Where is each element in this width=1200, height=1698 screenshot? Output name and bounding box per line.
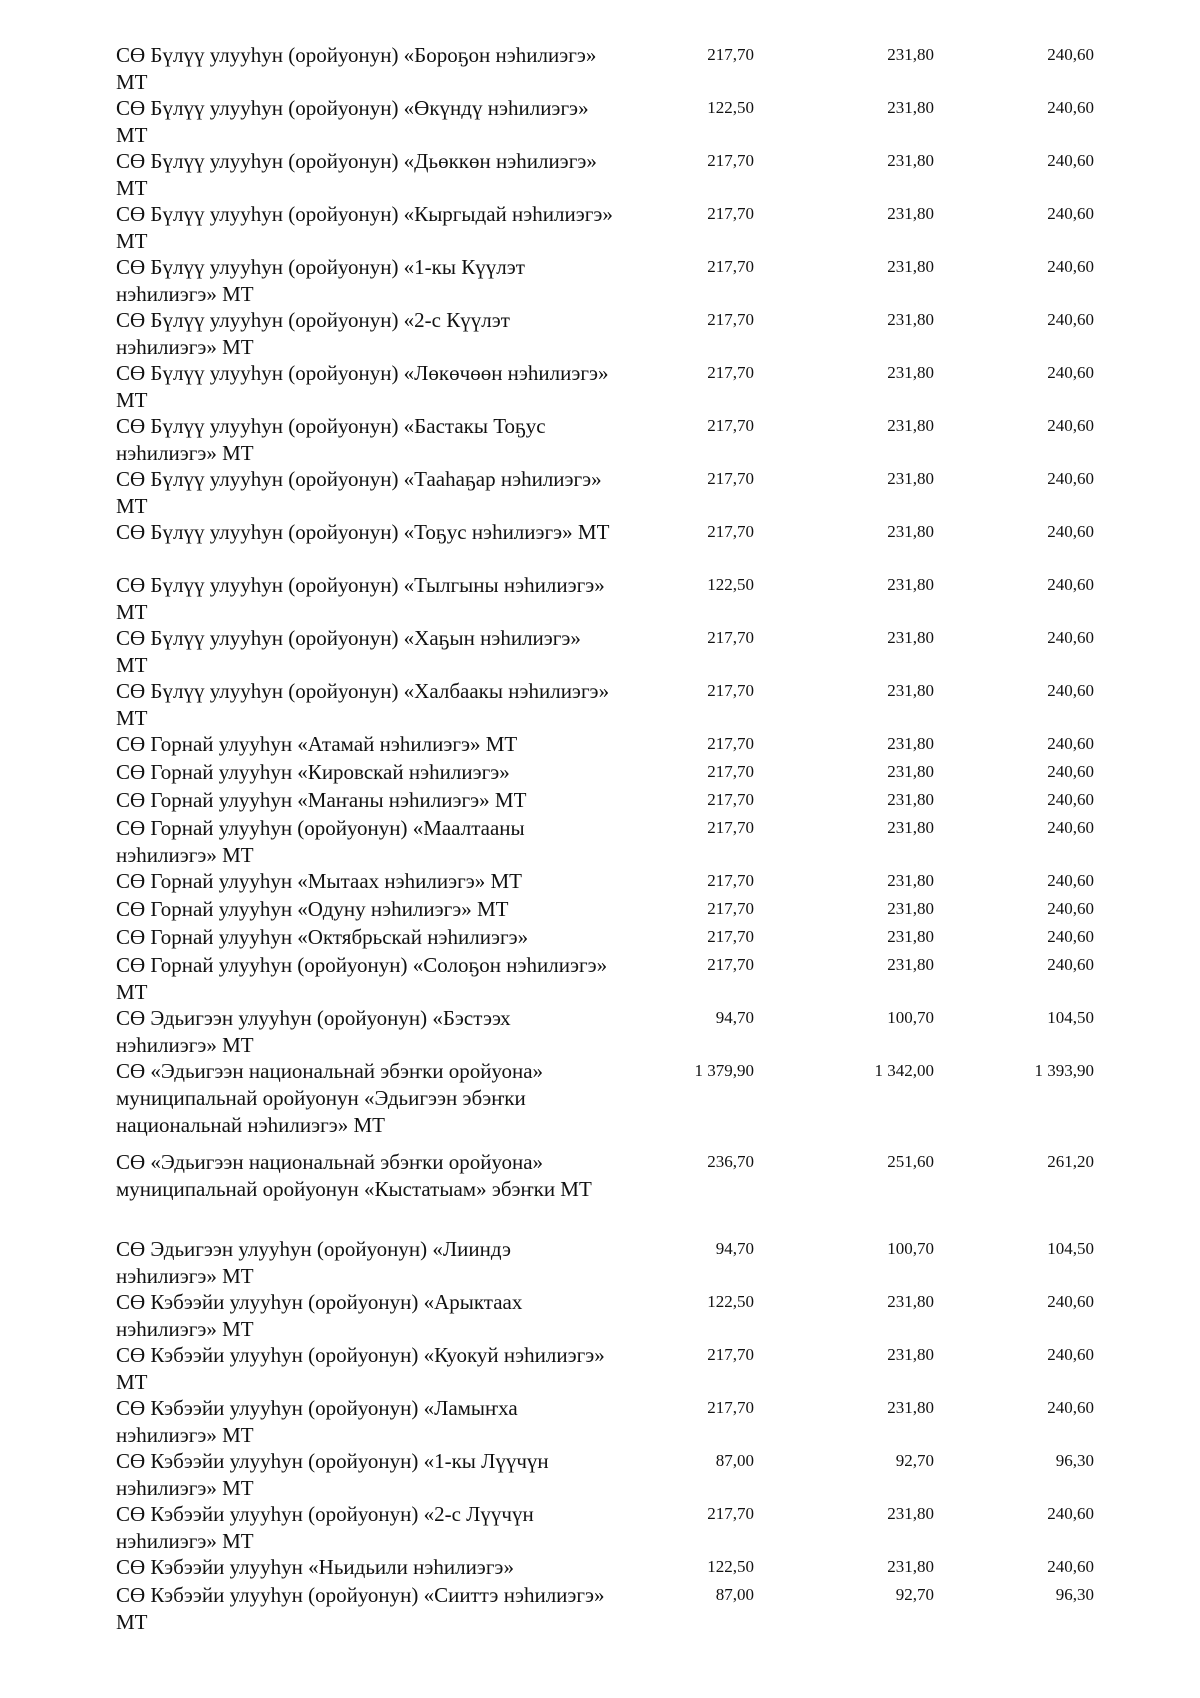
value-col-2: 231,80 [887,310,934,329]
value-col-3: 240,60 [1047,899,1094,918]
value-col-2: 231,80 [887,469,934,488]
value-col-2: 231,80 [887,734,934,753]
value-col-1: 94,70 [715,1008,754,1027]
value-col-2: 231,80 [887,818,934,837]
table-row [0,466,1200,519]
value-col-1: 87,00 [715,1585,754,1604]
table-row [0,678,1200,731]
document-table [0,42,1200,1635]
value-col-1: 217,70 [707,1504,754,1523]
table-row [0,1149,1200,1236]
value-col-1: 122,50 [707,1292,754,1311]
value-col-3: 104,50 [1047,1239,1094,1258]
table-row [0,625,1200,678]
table-row [0,307,1200,360]
value-col-2: 231,80 [887,416,934,435]
value-col-1: 217,70 [707,927,754,946]
value-col-1: 217,70 [707,899,754,918]
value-col-3: 240,60 [1047,871,1094,890]
value-col-2: 231,80 [887,927,934,946]
municipality-name: СӨ Бүлүү улууһун (оройуонун) «1-кы Күүлэт нэһилиэгэ» МТ [116,255,525,306]
municipality-name: СӨ Бүлүү улууһун (оройуонун) «Лөкөчөөн нэһилиэгэ» МТ [116,361,609,412]
value-col-3: 240,60 [1047,955,1094,974]
value-col-1: 217,70 [707,45,754,64]
value-col-1: 217,70 [707,628,754,647]
value-col-3: 240,60 [1047,1345,1094,1364]
value-col-1: 217,70 [707,416,754,435]
table-row [0,896,1200,924]
municipality-name: СӨ Эдьигээн улууһун (оройуонун) «Бэстээх нэһилиэгэ» МТ [116,1006,511,1057]
municipality-name: СӨ Бүлүү улууһун (оройуонун) «Тааһаҕар нэһилиэгэ» МТ [116,467,602,518]
value-col-3: 240,60 [1047,1292,1094,1311]
value-col-3: 240,60 [1047,522,1094,541]
value-col-2: 231,80 [887,762,934,781]
value-col-3: 240,60 [1047,204,1094,223]
value-col-2: 231,80 [887,1345,934,1364]
value-col-2: 1 342,00 [874,1061,934,1080]
table-row [0,1289,1200,1342]
value-col-1: 217,70 [707,363,754,382]
municipality-name: СӨ Бүлүү улууһун (оройуонун) «Дьөккөн нэһилиэгэ» МТ [116,149,597,200]
municipality-name: СӨ Бүлүү улууһун (оройуонун) «Өкүндү нэһилиэгэ» МТ [116,96,589,147]
table-row [0,952,1200,1005]
value-col-3: 96,30 [1055,1585,1094,1604]
table-row [0,1058,1200,1149]
municipality-name: СӨ Горнай улууһун «Атамай нэһилиэгэ» МТ [116,732,518,756]
value-col-2: 231,80 [887,257,934,276]
table-row [0,1501,1200,1554]
value-col-1: 122,50 [707,98,754,117]
value-col-2: 251,60 [887,1152,934,1171]
value-col-2: 231,80 [887,1504,934,1523]
value-col-2: 231,80 [887,1557,934,1576]
municipality-name: СӨ Бүлүү улууһун (оройуонун) «Бороҕон нэһилиэгэ» МТ [116,43,597,94]
value-col-3: 240,60 [1047,310,1094,329]
municipality-name: СӨ Кэбээйи улууһун (оройуонун) «Куокуй нэһилиэгэ» МТ [116,1343,605,1394]
table-row [0,1395,1200,1448]
municipality-name: СӨ Бүлүү улууһун (оройуонун) «Халбаакы нэһилиэгэ» МТ [116,679,610,730]
table-row [0,1582,1200,1635]
value-col-3: 240,60 [1047,575,1094,594]
value-col-2: 100,70 [887,1239,934,1258]
municipality-name: СӨ Бүлүү улууһун (оройуонун) «Тылгыны нэһилиэгэ» МТ [116,573,605,624]
value-col-2: 231,80 [887,790,934,809]
value-col-1: 217,70 [707,955,754,974]
municipality-name: СӨ Бүлүү улууһун (оройуонун) «Тоҕус нэһилиэгэ» МТ [116,520,610,544]
municipality-name: СӨ Горнай улууһун (оройуонун) «Солоҕон нэһилиэгэ» МТ [116,953,608,1004]
table-row [0,413,1200,466]
municipality-name: СӨ Эдьигээн улууһун (оройуонун) «Лииндэ нэһилиэгэ» МТ [116,1237,512,1288]
municipality-name: СӨ Бүлүү улууһун (оройуонун) «Кыргыдай нэһилиэгэ» МТ [116,202,613,253]
value-col-2: 231,80 [887,1398,934,1417]
value-col-1: 217,70 [707,310,754,329]
value-col-1: 217,70 [707,871,754,890]
value-col-1: 217,70 [707,522,754,541]
value-col-2: 231,80 [887,871,934,890]
municipality-name: СӨ Кэбээйи улууһун «Ньидьили нэһилиэгэ» [116,1555,514,1579]
value-col-3: 240,60 [1047,790,1094,809]
value-col-2: 231,80 [887,1292,934,1311]
table-row [0,360,1200,413]
table-row [0,519,1200,572]
municipality-name: СӨ Горнай улууһун «Маҥаны нэһилиэгэ» МТ [116,788,527,812]
municipality-name: СӨ Кэбээйи улууһун (оройуонун) «2-с Лүүчүн нэһилиэгэ» МТ [116,1502,534,1553]
value-col-1: 217,70 [707,681,754,700]
municipality-name: СӨ Кэбээйи улууһун (оройуонун) «Ламыҥха нэһилиэгэ» МТ [116,1396,518,1447]
table-row [0,759,1200,787]
value-col-3: 240,60 [1047,257,1094,276]
value-col-3: 240,60 [1047,1504,1094,1523]
table-row [0,1554,1200,1582]
value-col-2: 100,70 [887,1008,934,1027]
value-col-3: 240,60 [1047,1557,1094,1576]
value-col-3: 240,60 [1047,151,1094,170]
value-col-2: 231,80 [887,204,934,223]
value-col-2: 92,70 [895,1451,934,1470]
value-col-2: 231,80 [887,151,934,170]
municipality-name: СӨ Горнай улууһун «Кировскай нэһилиэгэ» [116,760,510,784]
value-col-1: 87,00 [715,1451,754,1470]
municipality-name: СӨ Бүлүү улууһун (оройуонун) «Хаҕын нэһилиэгэ» МТ [116,626,581,677]
value-col-3: 261,20 [1047,1152,1094,1171]
table-row [0,148,1200,201]
value-col-2: 231,80 [887,575,934,594]
municipality-name: СӨ «Эдьигээн национальнай эбэҥки оройуона» муниципальнай оройуонун «Эдьигээн эбэҥки национальнай нэһилиэгэ» МТ [116,1059,544,1137]
value-col-2: 231,80 [887,363,934,382]
municipality-name: СӨ Кэбээйи улууһун (оройуонун) «Сииттэ нэһилиэгэ» МТ [116,1583,605,1634]
table-row [0,254,1200,307]
table-row [0,868,1200,896]
value-col-1: 122,50 [707,575,754,594]
table-row [0,1448,1200,1501]
municipality-name: СӨ Бүлүү улууһун (оройуонун) «2-с Күүлэт нэһилиэгэ» МТ [116,308,510,359]
value-col-3: 240,60 [1047,469,1094,488]
value-col-1: 236,70 [707,1152,754,1171]
table-row [0,924,1200,952]
table-row [0,1342,1200,1395]
value-col-3: 240,60 [1047,734,1094,753]
table-row [0,1236,1200,1289]
value-col-3: 240,60 [1047,927,1094,946]
value-col-3: 96,30 [1055,1451,1094,1470]
value-col-3: 240,60 [1047,98,1094,117]
value-col-3: 240,60 [1047,681,1094,700]
value-col-3: 240,60 [1047,628,1094,647]
value-col-1: 94,70 [715,1239,754,1258]
municipality-name: СӨ Бүлүү улууһун (оройуонун) «Бастакы Тоҕус нэһилиэгэ» МТ [116,414,546,465]
value-col-2: 231,80 [887,899,934,918]
municipality-name: СӨ Горнай улууһун «Мытаах нэһилиэгэ» МТ [116,869,523,893]
value-col-2: 231,80 [887,522,934,541]
table-row [0,1005,1200,1058]
table-row [0,787,1200,815]
table-row [0,95,1200,148]
value-col-3: 240,60 [1047,416,1094,435]
value-col-2: 92,70 [895,1585,934,1604]
value-col-1: 217,70 [707,469,754,488]
value-col-1: 217,70 [707,257,754,276]
value-col-2: 231,80 [887,98,934,117]
value-col-2: 231,80 [887,45,934,64]
value-col-1: 217,70 [707,151,754,170]
value-col-1: 217,70 [707,734,754,753]
table-row [0,201,1200,254]
value-col-1: 217,70 [707,818,754,837]
table-row [0,815,1200,868]
value-col-1: 1 379,90 [694,1061,754,1080]
table-row [0,572,1200,625]
value-col-2: 231,80 [887,628,934,647]
value-col-3: 240,60 [1047,1398,1094,1417]
value-col-3: 1 393,90 [1034,1061,1094,1080]
table-row [0,42,1200,95]
value-col-1: 217,70 [707,204,754,223]
value-col-3: 240,60 [1047,762,1094,781]
municipality-name: СӨ Горнай улууһун (оройуонун) «Маалтааны нэһилиэгэ» МТ [116,816,525,867]
municipality-name: СӨ «Эдьигээн национальнай эбэҥки оройуона» муниципальнай оройуонун «Кыстатыам» эбэҥки МТ [116,1150,592,1201]
value-col-3: 104,50 [1047,1008,1094,1027]
value-col-2: 231,80 [887,681,934,700]
value-col-1: 217,70 [707,1345,754,1364]
value-col-1: 217,70 [707,790,754,809]
value-col-3: 240,60 [1047,45,1094,64]
value-col-1: 217,70 [707,1398,754,1417]
value-col-3: 240,60 [1047,363,1094,382]
municipality-name: СӨ Кэбээйи улууһун (оройуонун) «Арыктаах нэһилиэгэ» МТ [116,1290,523,1341]
table-row [0,731,1200,759]
municipality-name: СӨ Горнай улууһун «Октябрьскай нэһилиэгэ» [116,925,529,949]
value-col-3: 240,60 [1047,818,1094,837]
municipality-name: СӨ Кэбээйи улууһун (оройуонун) «1-кы Лүүчүн нэһилиэгэ» МТ [116,1449,549,1500]
municipality-name: СӨ Горнай улууһун «Одуну нэһилиэгэ» МТ [116,897,509,921]
value-col-1: 217,70 [707,762,754,781]
value-col-2: 231,80 [887,955,934,974]
value-col-1: 122,50 [707,1557,754,1576]
